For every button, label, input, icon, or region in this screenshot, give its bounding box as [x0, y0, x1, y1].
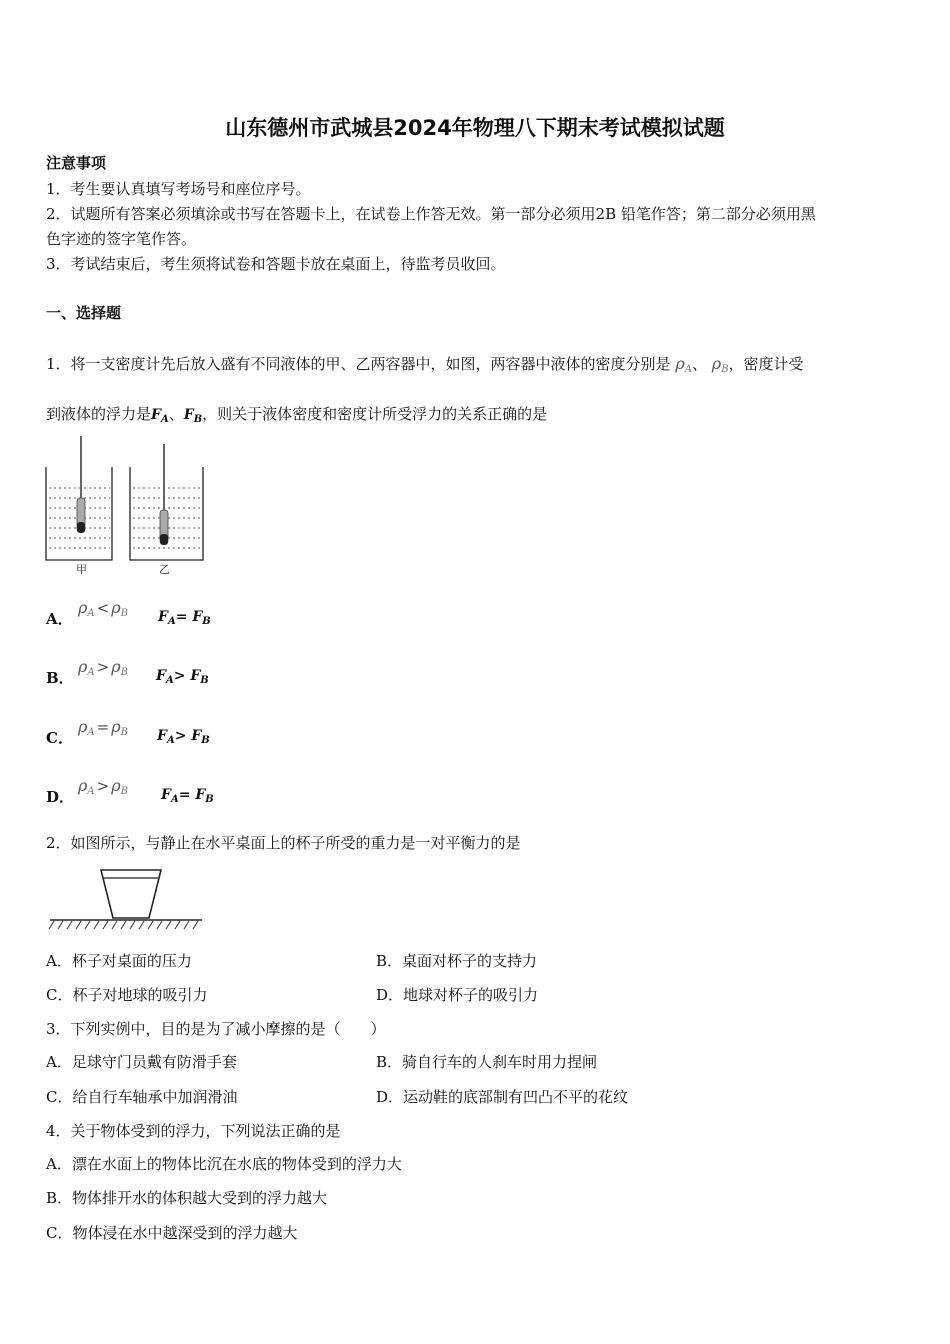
q1-option-d-density: ρA > ρB: [78, 776, 128, 797]
q1-stem-post: ，密度计受: [728, 355, 804, 373]
q1-option-b[interactable]: [46, 667, 74, 688]
q3-option-d[interactable]: D．运动鞋的底部制有凹凸不平的花纹: [376, 1088, 629, 1106]
rho-a-symbol: ρA: [675, 354, 692, 375]
q1-option-a-force: $F_A= F_B$: [158, 609, 211, 627]
q1-c-density-relation: =: [96, 718, 110, 736]
q1-stem-line1: [46, 353, 804, 375]
q3-option-a[interactable]: A．足球守门员戴有防滑手套: [46, 1053, 237, 1071]
q1-option-a[interactable]: [46, 608, 73, 629]
q1-force-sep: 、: [168, 405, 184, 423]
q2-option-c[interactable]: C．杯子对地球的吸引力: [46, 986, 208, 1004]
container-b: [130, 444, 203, 560]
q1-a-force-relation: =: [175, 609, 188, 625]
q1-option-d-force: $F_A= F_B$: [161, 787, 214, 805]
q1-stem-pre: 1．将一支密度计先后放入盛有不同液体的甲、乙两容器中，如图，两容器中液体的密度分别是: [46, 355, 671, 373]
q1-option-a-density: ρA < ρB: [78, 598, 128, 619]
q1-option-b-force: $F_A> F_B$: [156, 668, 209, 686]
page-title: 山东德州市武城县2024年物理八下期末考试模拟试题: [225, 116, 725, 140]
q1-stem-line2: [46, 403, 547, 425]
notice-heading: 注意事项: [46, 154, 107, 172]
container-a: [46, 436, 112, 560]
q1-option-d[interactable]: [46, 786, 74, 807]
notice-item-1: 1．考生要认真填写考场号和座位序号。: [46, 180, 311, 198]
notice-item-3: 3．考试结束后，考生须将试卷和答题卡放在桌面上，待监考员收回。: [46, 255, 506, 273]
q4-option-b[interactable]: B．物体排开水的体积越大受到的浮力越大: [46, 1189, 328, 1207]
q1-option-c-force: $F_A> F_B$: [157, 728, 210, 746]
q1-d-force-relation: =: [178, 787, 191, 803]
force-a-symbol: $F_A$: [151, 407, 169, 425]
q1-b-density-relation: >: [96, 658, 110, 676]
q1-option-c-density: ρA = ρB: [78, 717, 128, 738]
cup-on-table-figure: [46, 866, 206, 936]
q4-stem: 4．关于物体受到的浮力，下列说法正确的是: [46, 1122, 341, 1140]
q1-option-b-density: ρA > ρB: [78, 657, 128, 678]
notice-item-2: 2．试题所有答案必须填涂或书写在答题卡上，在试卷上作答无效。第一部分必须用2B 铅笔作答；第二部分必须用黑: [46, 205, 816, 223]
rho-b-symbol: ρB: [711, 354, 729, 375]
q3-option-b[interactable]: B．骑自行车的人刹车时用力捏闸: [376, 1053, 598, 1071]
densimeter-figure: [40, 432, 220, 578]
q1-stem2-pre: 到液体的浮力是: [46, 405, 152, 423]
q1-option-c[interactable]: [46, 727, 73, 748]
q1-b-force-relation: >: [173, 668, 186, 684]
force-b-symbol: $F_B$: [183, 407, 203, 425]
q1-option-a-label: A．: [46, 610, 73, 628]
label-jia: 甲: [76, 563, 87, 576]
section-heading: 一、选择题: [46, 304, 122, 322]
q1-c-force-relation: >: [174, 728, 187, 744]
q1-option-d-label: D．: [46, 788, 75, 806]
label-yi: 乙: [159, 563, 170, 576]
q1-option-b-label: B．: [46, 669, 74, 687]
notice-item-2-cont: 色字迹的签字笔作答。: [46, 230, 197, 248]
q3-stem: 3．下列实例中，目的是为了减小摩擦的是（ ）: [46, 1020, 386, 1038]
q1-a-density-relation: <: [96, 599, 110, 617]
q3-option-c[interactable]: C．给自行车轴承中加润滑油: [46, 1088, 238, 1106]
q2-option-b[interactable]: B．桌面对杯子的支持力: [376, 952, 538, 970]
q2-option-a[interactable]: A．杯子对桌面的压力: [46, 952, 192, 970]
q2-stem: 2．如图所示，与静止在水平桌面上的杯子所受的重力是一对平衡力的是: [46, 834, 521, 852]
q1-stem2-post: ，则关于液体密度和密度计所受浮力的关系正确的是: [202, 405, 548, 423]
q4-option-c[interactable]: C．物体浸在水中越深受到的浮力越大: [46, 1224, 298, 1242]
q2-option-d[interactable]: D．地球对杯子的吸引力: [376, 986, 539, 1004]
q4-option-a[interactable]: A．漂在水面上的物体比沉在水底的物体受到的浮力大: [46, 1155, 402, 1173]
cup-shape: [101, 870, 161, 918]
q1-option-c-label: C．: [46, 729, 73, 747]
q1-rho-sep: 、: [691, 355, 707, 373]
q1-d-density-relation: >: [96, 777, 110, 795]
